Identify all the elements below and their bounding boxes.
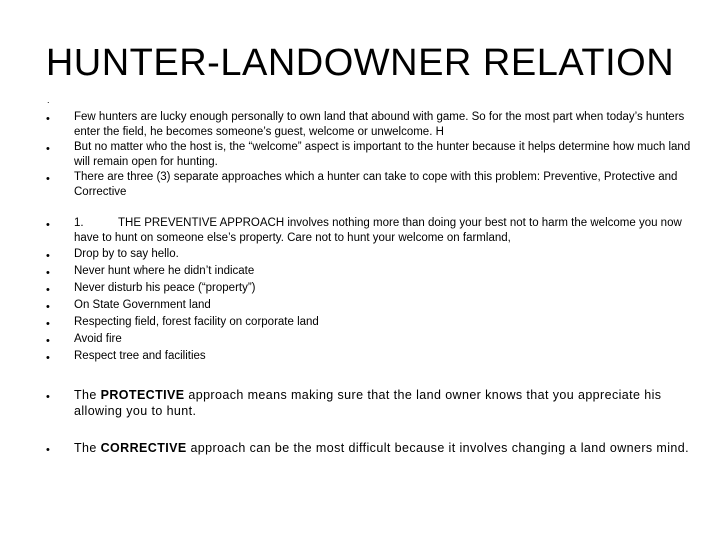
bullet-icon: • bbox=[46, 318, 50, 330]
list-item bbox=[74, 216, 694, 245]
list-item-text: involves nothing more than doing your best not to harm the welcome you now have to hunt on someone else’s property. Care not to hunt your welcome on farmland, bbox=[74, 217, 682, 244]
list-item-text: There are three (3) separate approaches which a hunter can take to cope with this problem: Preventive, Protective and Corrective bbox=[74, 171, 678, 198]
list-item-text: On State Government land bbox=[74, 299, 211, 311]
bullet-icon: • bbox=[46, 250, 50, 262]
bullet-icon: • bbox=[46, 284, 50, 296]
list-item bbox=[74, 110, 694, 139]
bullet-icon: • bbox=[46, 173, 50, 185]
list-item bbox=[74, 247, 694, 262]
bullet-icon: • bbox=[46, 444, 50, 456]
list-item-prefix: The bbox=[74, 441, 101, 455]
list-item-text: Never disturb his peace (“property”) bbox=[74, 282, 256, 294]
list-item-text: approach means making sure that the land owner knows that you appreciate his allowing you to hunt. bbox=[74, 388, 662, 418]
slide-title: HUNTER-LANDOWNER RELATION bbox=[45, 42, 675, 84]
protective-keyword: PROTECTIVE bbox=[100, 388, 185, 402]
list-item-text: approach can be the most difficult because it involves changing a land owners mind. bbox=[186, 441, 689, 455]
list-item-text: Respecting field, forest facility on corporate land bbox=[74, 316, 319, 328]
list-item bbox=[74, 298, 694, 313]
list-item bbox=[74, 140, 694, 169]
list-item-text: Respect tree and facilities bbox=[74, 350, 206, 362]
list-item bbox=[74, 440, 694, 456]
item-number: 1. bbox=[74, 217, 84, 229]
list-item bbox=[74, 264, 694, 279]
list-item-text: Few hunters are lucky enough personally to own land that abound with game. So for the most part when today’s hunters enter the field, he becomes someone’s guest, welcome or unwelcome. H bbox=[74, 111, 685, 138]
bullet-icon: • bbox=[46, 352, 50, 364]
list-item bbox=[74, 332, 694, 347]
list-item bbox=[74, 315, 694, 330]
list-item bbox=[74, 349, 694, 364]
bullet-icon: • bbox=[46, 301, 50, 313]
bullet-icon: • bbox=[46, 143, 50, 155]
corrective-keyword: CORRECTIVE bbox=[100, 441, 187, 455]
bullet-icon: • bbox=[46, 219, 50, 231]
bullet-icon: • bbox=[46, 391, 50, 403]
list-item bbox=[74, 281, 694, 296]
preventive-heading: THE PREVENTIVE APPROACH bbox=[118, 217, 285, 229]
list-item-text: Drop by to say hello. bbox=[74, 248, 179, 260]
list-item-text: Never hunt where he didn’t indicate bbox=[74, 265, 255, 277]
bullet-icon: • bbox=[46, 267, 50, 279]
list-item-text: Avoid fire bbox=[74, 333, 122, 345]
bullet-icon: • bbox=[46, 113, 50, 125]
bullet-icon: • bbox=[46, 335, 50, 347]
list-item bbox=[74, 170, 694, 199]
stray-dot: . bbox=[47, 95, 50, 105]
list-item-prefix: The bbox=[74, 388, 101, 402]
list-item bbox=[74, 387, 694, 419]
list-item-text: But no matter who the host is, the “welcome” aspect is important to the hunter because it helps determine how much land will remain open for hunting. bbox=[74, 141, 691, 168]
